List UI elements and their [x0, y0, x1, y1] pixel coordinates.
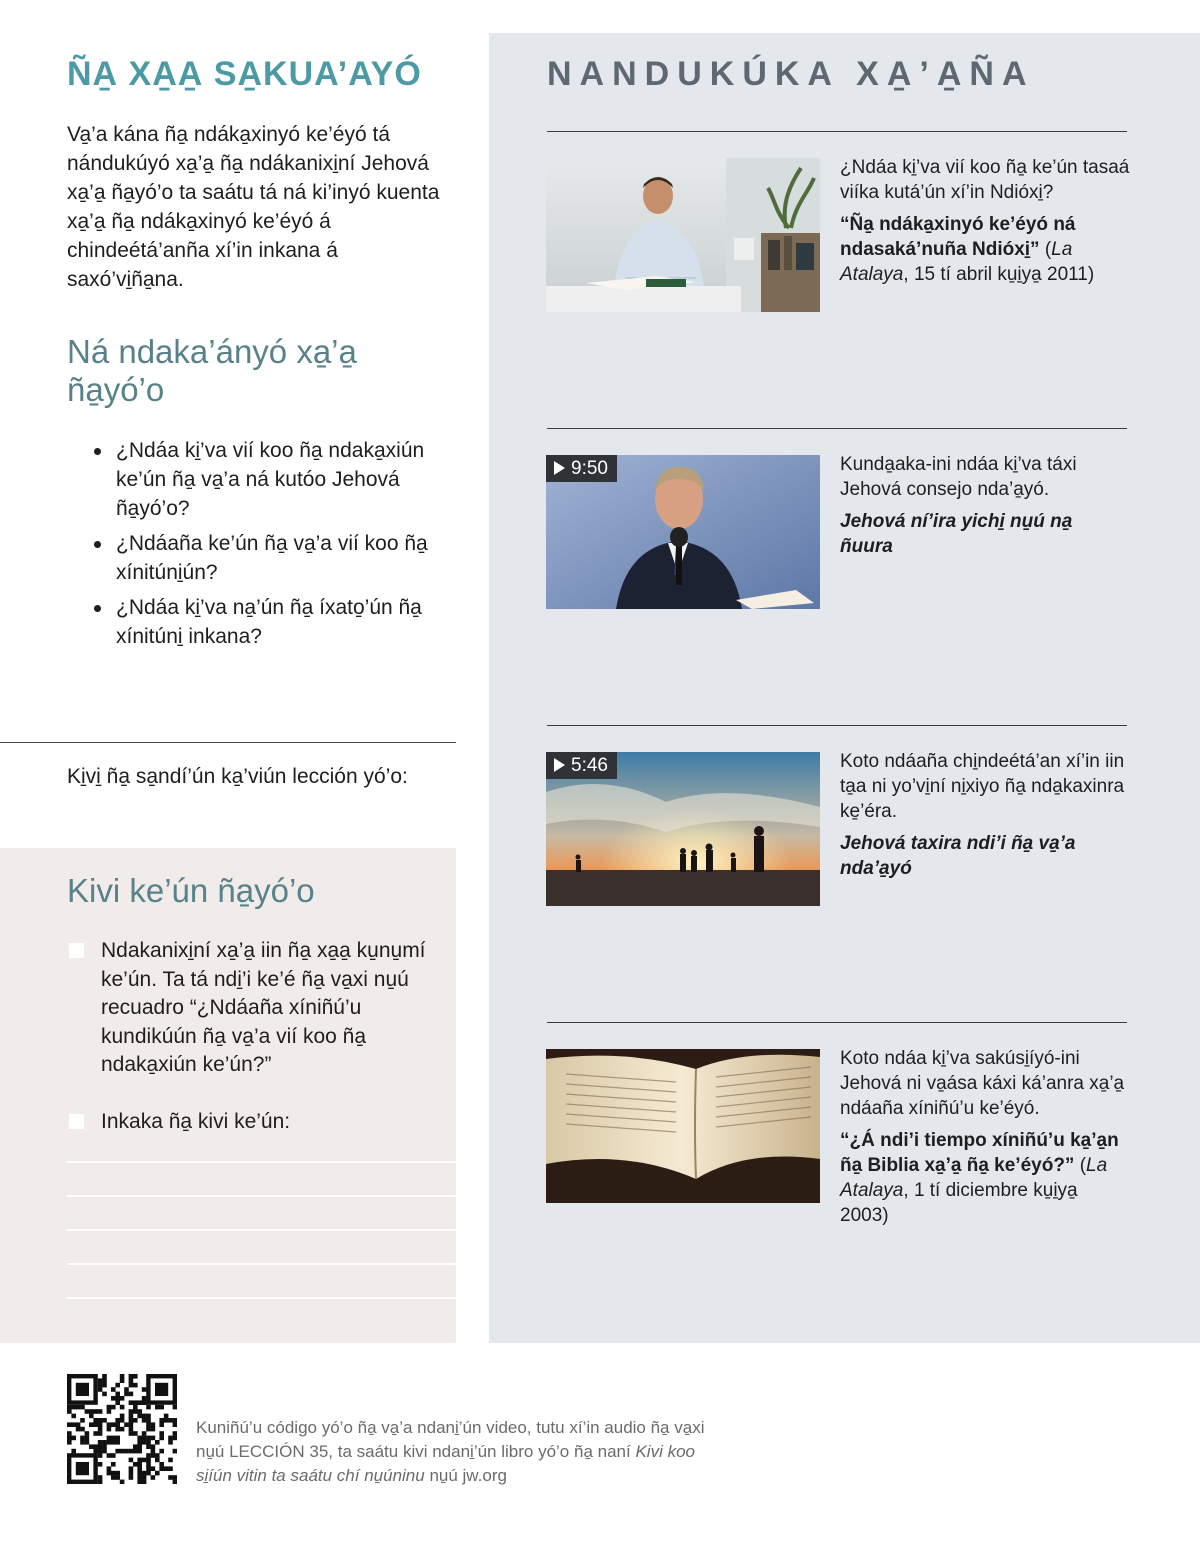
goal-text: Ndakanixi̱ní xa̱’a̱ iin ña̱ xa̱a̱ ku̱nu̱mí ke’ún. Ta tá ndi̱’i ke’é ña̱ va̱xi nu̱ú recuadro “¿Ndáaña xíniñú’u kundikúún ña̱ va̱’a vií koo ña̱ ndaka̱xiún ke’ún?” — [101, 939, 426, 1076]
video-title-link[interactable]: Jehová ní’ira yichi̱ nu̱ú na̱ ñuura — [840, 511, 1073, 557]
footer-text: Kuniñú’u código yó’o ña̱ va̱’a ndani̱’ún video, tutu xí’in audio ña̱ va̱xi nu̱ú LECCIÓN 35, ta saátu kivi ndani̱’ún libro yó’o ña̱ naní — [196, 1418, 705, 1461]
book-title: Kivi koo si̱íún vitin ta saátu chí nu̱úninu — [196, 1442, 695, 1485]
page-title: ÑA̱ XA̱A̱ SA̱KUA’AYÓ — [67, 55, 422, 93]
video-thumbnail-sunset-group[interactable] — [546, 752, 820, 906]
goal-item — [67, 937, 437, 1080]
write-line[interactable] — [67, 1161, 456, 1163]
publication-name: La Atalaya — [840, 239, 1073, 285]
resource-link[interactable]: “¿Á ndi’i tiempo xíniñú’u ka̱’a̱n ña̱ Biblia xa̱’a̱ ña̱ ke’éyó?” (La Atalaya, 1 tí diciembre ku̱i̱ya̱ 2003) — [840, 1130, 1119, 1226]
resource-description: ¿Ndáa ki̱’va vií koo ña̱ ke’ún tasaá viíka kutá’ún xí’in Ndióxi̱? — [840, 157, 1130, 203]
resource-text — [840, 452, 1130, 566]
goals-heading: Kivi ke’ún ña̱yó’o — [67, 872, 315, 909]
resource-text — [840, 155, 1130, 294]
review-questions — [92, 436, 452, 657]
video-thumbnail-speaker[interactable] — [546, 455, 820, 609]
resource-link[interactable]: “Ña̱ ndáka̱xinyó ke’éyó ná ndasaká’nuña Ndióxi̱” (La Atalaya, 15 tí abril ku̱i̱ya̱ 2011) — [840, 214, 1095, 285]
publication-name: La Atalaya — [840, 1155, 1108, 1201]
divider — [0, 742, 456, 743]
completion-date-label: Ki̱vi̱ ña̱ sa̱ndí’ún ka̱’viún lección yó’o: — [67, 765, 408, 788]
divider — [547, 428, 1127, 429]
list-item: ¿Ndáa ki̱’va vií koo ña̱ ndaka̱xiún ke’ún ña̱ va̱’a ná kutóo Jehová ña̱yó’o? — [92, 436, 452, 523]
video-duration-badge — [546, 455, 617, 482]
goal-text: Inkaka ña̱ kivi ke’ún: — [101, 1109, 291, 1133]
duration: 5:46 — [571, 755, 608, 776]
publication-date: 1 tí diciembre ku̱i̱ya̱ 2003) — [840, 1180, 1078, 1226]
resource-thumbnail-open-bible[interactable] — [546, 1049, 820, 1203]
man-studying-illustration — [546, 158, 820, 312]
article-title: “¿Á ndi’i tiempo xíniñú’u ka̱’a̱n ña̱ Biblia xa̱’a̱ ña̱ ke’éyó?” — [840, 1130, 1119, 1176]
duration: 9:50 — [571, 458, 608, 479]
open-bible-illustration — [546, 1049, 820, 1203]
resource-description: Koto ndáa ki̱’va sakúsi̱íyó-ini Jehová ni va̱ása káxi ká’anra xa̱’a̱ ndáaña xíniñú’u ke’éyó. — [840, 1048, 1125, 1119]
list-item: ¿Ndáa ki̱’va na̱’ún ña̱ íxato̱’ún ña̱ xínitúni̱ inkana? — [92, 593, 452, 651]
resource-description: Koto ndáaña chi̱ndeétá’an xí’in iin ta̱a ni yo’vi̱ní ni̱xiyo ña̱ nda̱kaxinra ke̱’éra. — [840, 751, 1125, 822]
resource-text — [840, 749, 1130, 888]
resource-thumbnail-man-studying[interactable] — [546, 158, 820, 312]
qr-code-icon — [67, 1374, 177, 1484]
review-heading: Ná ndaka’ányó xa̱’a̱ ña̱yó’o — [67, 333, 357, 408]
footer-note — [196, 1416, 716, 1488]
divider — [547, 131, 1127, 132]
footer-website[interactable]: nu̱ú jw.org — [429, 1466, 507, 1485]
write-line[interactable] — [67, 1297, 456, 1299]
goal-checkbox[interactable] — [69, 1114, 84, 1129]
goal-checkbox[interactable] — [69, 943, 84, 958]
write-line[interactable] — [67, 1229, 456, 1231]
video-duration-badge — [546, 752, 617, 779]
further-research-title: NANDUKÚKA XA̱’A̱ÑA — [547, 55, 1035, 93]
divider — [547, 725, 1127, 726]
play-icon — [554, 461, 565, 475]
resource-description: Kunda̱aka-ini ndáa ki̱’va táxi Jehová consejo nda’a̱yó. — [840, 454, 1077, 500]
write-line[interactable] — [67, 1195, 456, 1197]
article-title: “Ña̱ ndáka̱xinyó ke’éyó ná ndasaká’nuña Ndióxi̱” — [840, 214, 1076, 260]
divider — [547, 1022, 1127, 1023]
qr-code[interactable] — [67, 1374, 177, 1484]
video-title-link[interactable]: Jehová taxira ndi’i ña̱ va̱’a nda’a̱yó — [840, 833, 1076, 879]
list-item: ¿Ndáaña ke’ún ña̱ va̱’a vií koo ña̱ xínitúni̱ún? — [92, 529, 452, 587]
intro-text: Va̱’a kána ña̱ ndáka̱xinyó ke’éyó tá nándukúyó xa̱’a̱ ña̱ ndákanixi̱ní Jehová xa̱’a̱ ña̱yó’o ta saátu tá ná ki’inyó kuenta xa̱’a̱ ña̱ ndáka̱xinyó ke’éyó á chindeétá’anña xí’in inkana á saxó’vi̱ña̱na. — [67, 123, 440, 291]
goal-item — [67, 1108, 437, 1137]
write-line[interactable] — [67, 1263, 456, 1265]
play-icon — [554, 758, 565, 772]
goals-list — [67, 937, 437, 1164]
resource-text — [840, 1046, 1130, 1235]
publication-date: 15 tí abril ku̱i̱ya̱ 2011) — [913, 264, 1095, 285]
